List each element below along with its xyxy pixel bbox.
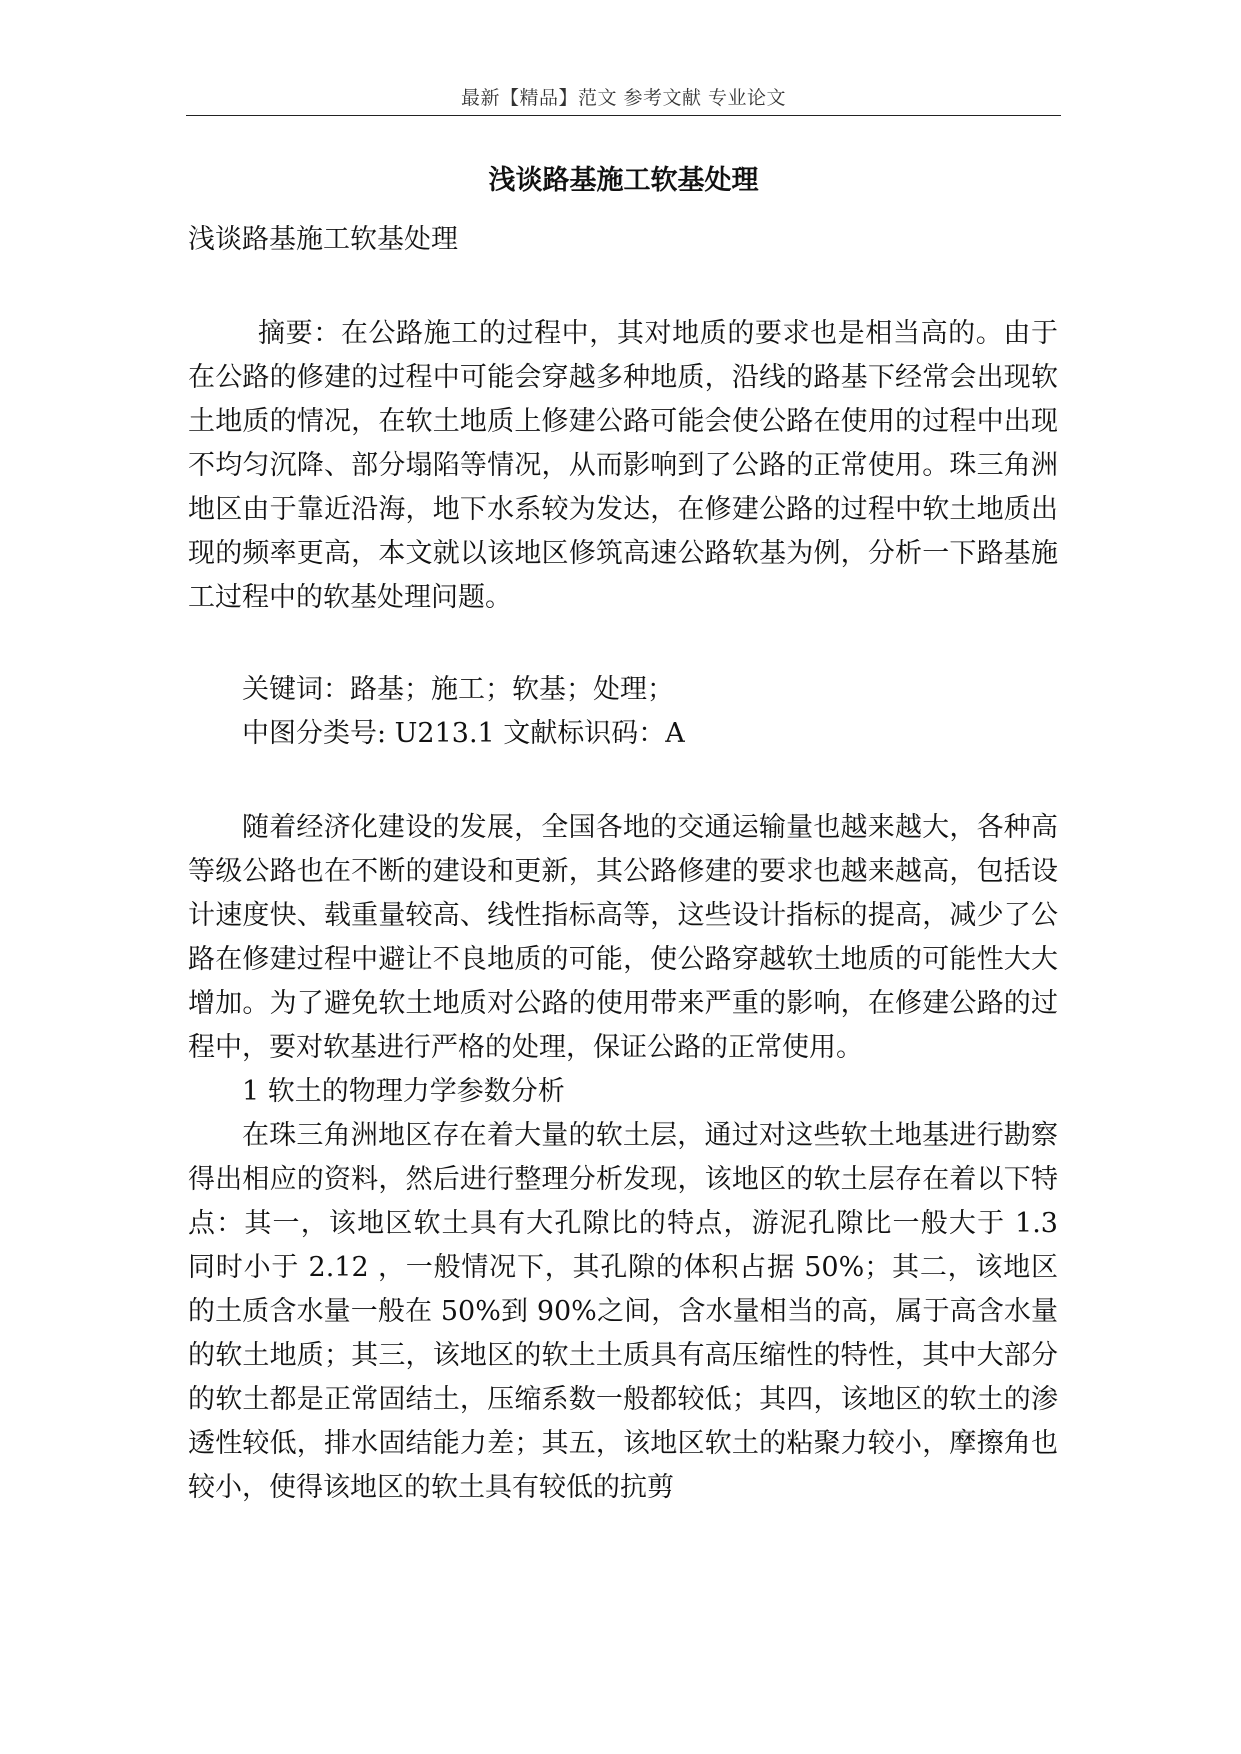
intro-paragraph: 随着经济化建设的发展，全国各地的交通运输量也越来越大，各种高等级公路也在不断的建设和更新，其公路修建的要求也越来越高，包括设计速度快、载重量较高、线性指标高等，这些设计指标的提高，减少了公路在修建过程中避让不良地质的可能，使公路穿越软土地质的可能性大大增加。为了避免软土地质对公路的使用带来严重的影响，在修建公路的过程中，要对软基进行严格的处理，保证公路的正常使用。 bbox=[188, 812, 1058, 1063]
header-divider bbox=[186, 115, 1061, 116]
document-title: 浅谈路基施工软基处理 bbox=[488, 165, 759, 196]
section-paragraph: 在珠三角洲地区存在着大量的软土层，通过对这些软土地基进行勘察得出相应的资料，然后进行整理分析发现，该地区的软土层存在着以下特点：其一，该地区软土具有大孔隙比的特点，游泥孔隙比一般大于 1.3 同时小于 2.12 ，一般情况下，其孔隙的体积占据 50%；其二，该地区的土质含水量一般在 50%到 90%之间，含水量相当的高，属于高含水量的软土地质；其三，该地区的软土土质具有高压缩性的特性，其中大部分的软土都是正常固结土，压缩系数一般都较低；其四，该地区的软土的渗透性较低，排水固结能力差；其五，该地区软土的粘聚力较小，摩擦角也较小，使得该地区的软土具有较低的抗剪 bbox=[188, 1120, 1058, 1503]
section-heading: 1 软土的物理力学参数分析 bbox=[242, 1076, 565, 1107]
classification-line: 中图分类号: U213.1 文献标识码：A bbox=[242, 718, 685, 749]
running-header: 最新【精品】范文 参考文献 专业论文 bbox=[460, 87, 787, 109]
abstract-paragraph: 摘要：在公路施工的过程中，其对地质的要求也是相当高的。由于在公路的修建的过程中可能会穿越多种地质，沿线的路基下经常会出现软土地质的情况，在软土地质上修建公路可能会使公路在使用的过程中出现不均匀沉降、部分塌陷等情况，从而影响到了公路的正常使用。珠三角洲地区由于靠近沿海，地下水系较为发达，在修建公路的过程中软土地质出现的频率更高，本文就以该地区修筑高速公路软基为例，分析一下路基施工过程中的软基处理问题。 bbox=[188, 318, 1058, 613]
document-subtitle: 浅谈路基施工软基处理 bbox=[188, 224, 458, 255]
document-body bbox=[188, 218, 1058, 1510]
keywords-line: 关键词：路基；施工；软基；处理； bbox=[242, 674, 674, 705]
